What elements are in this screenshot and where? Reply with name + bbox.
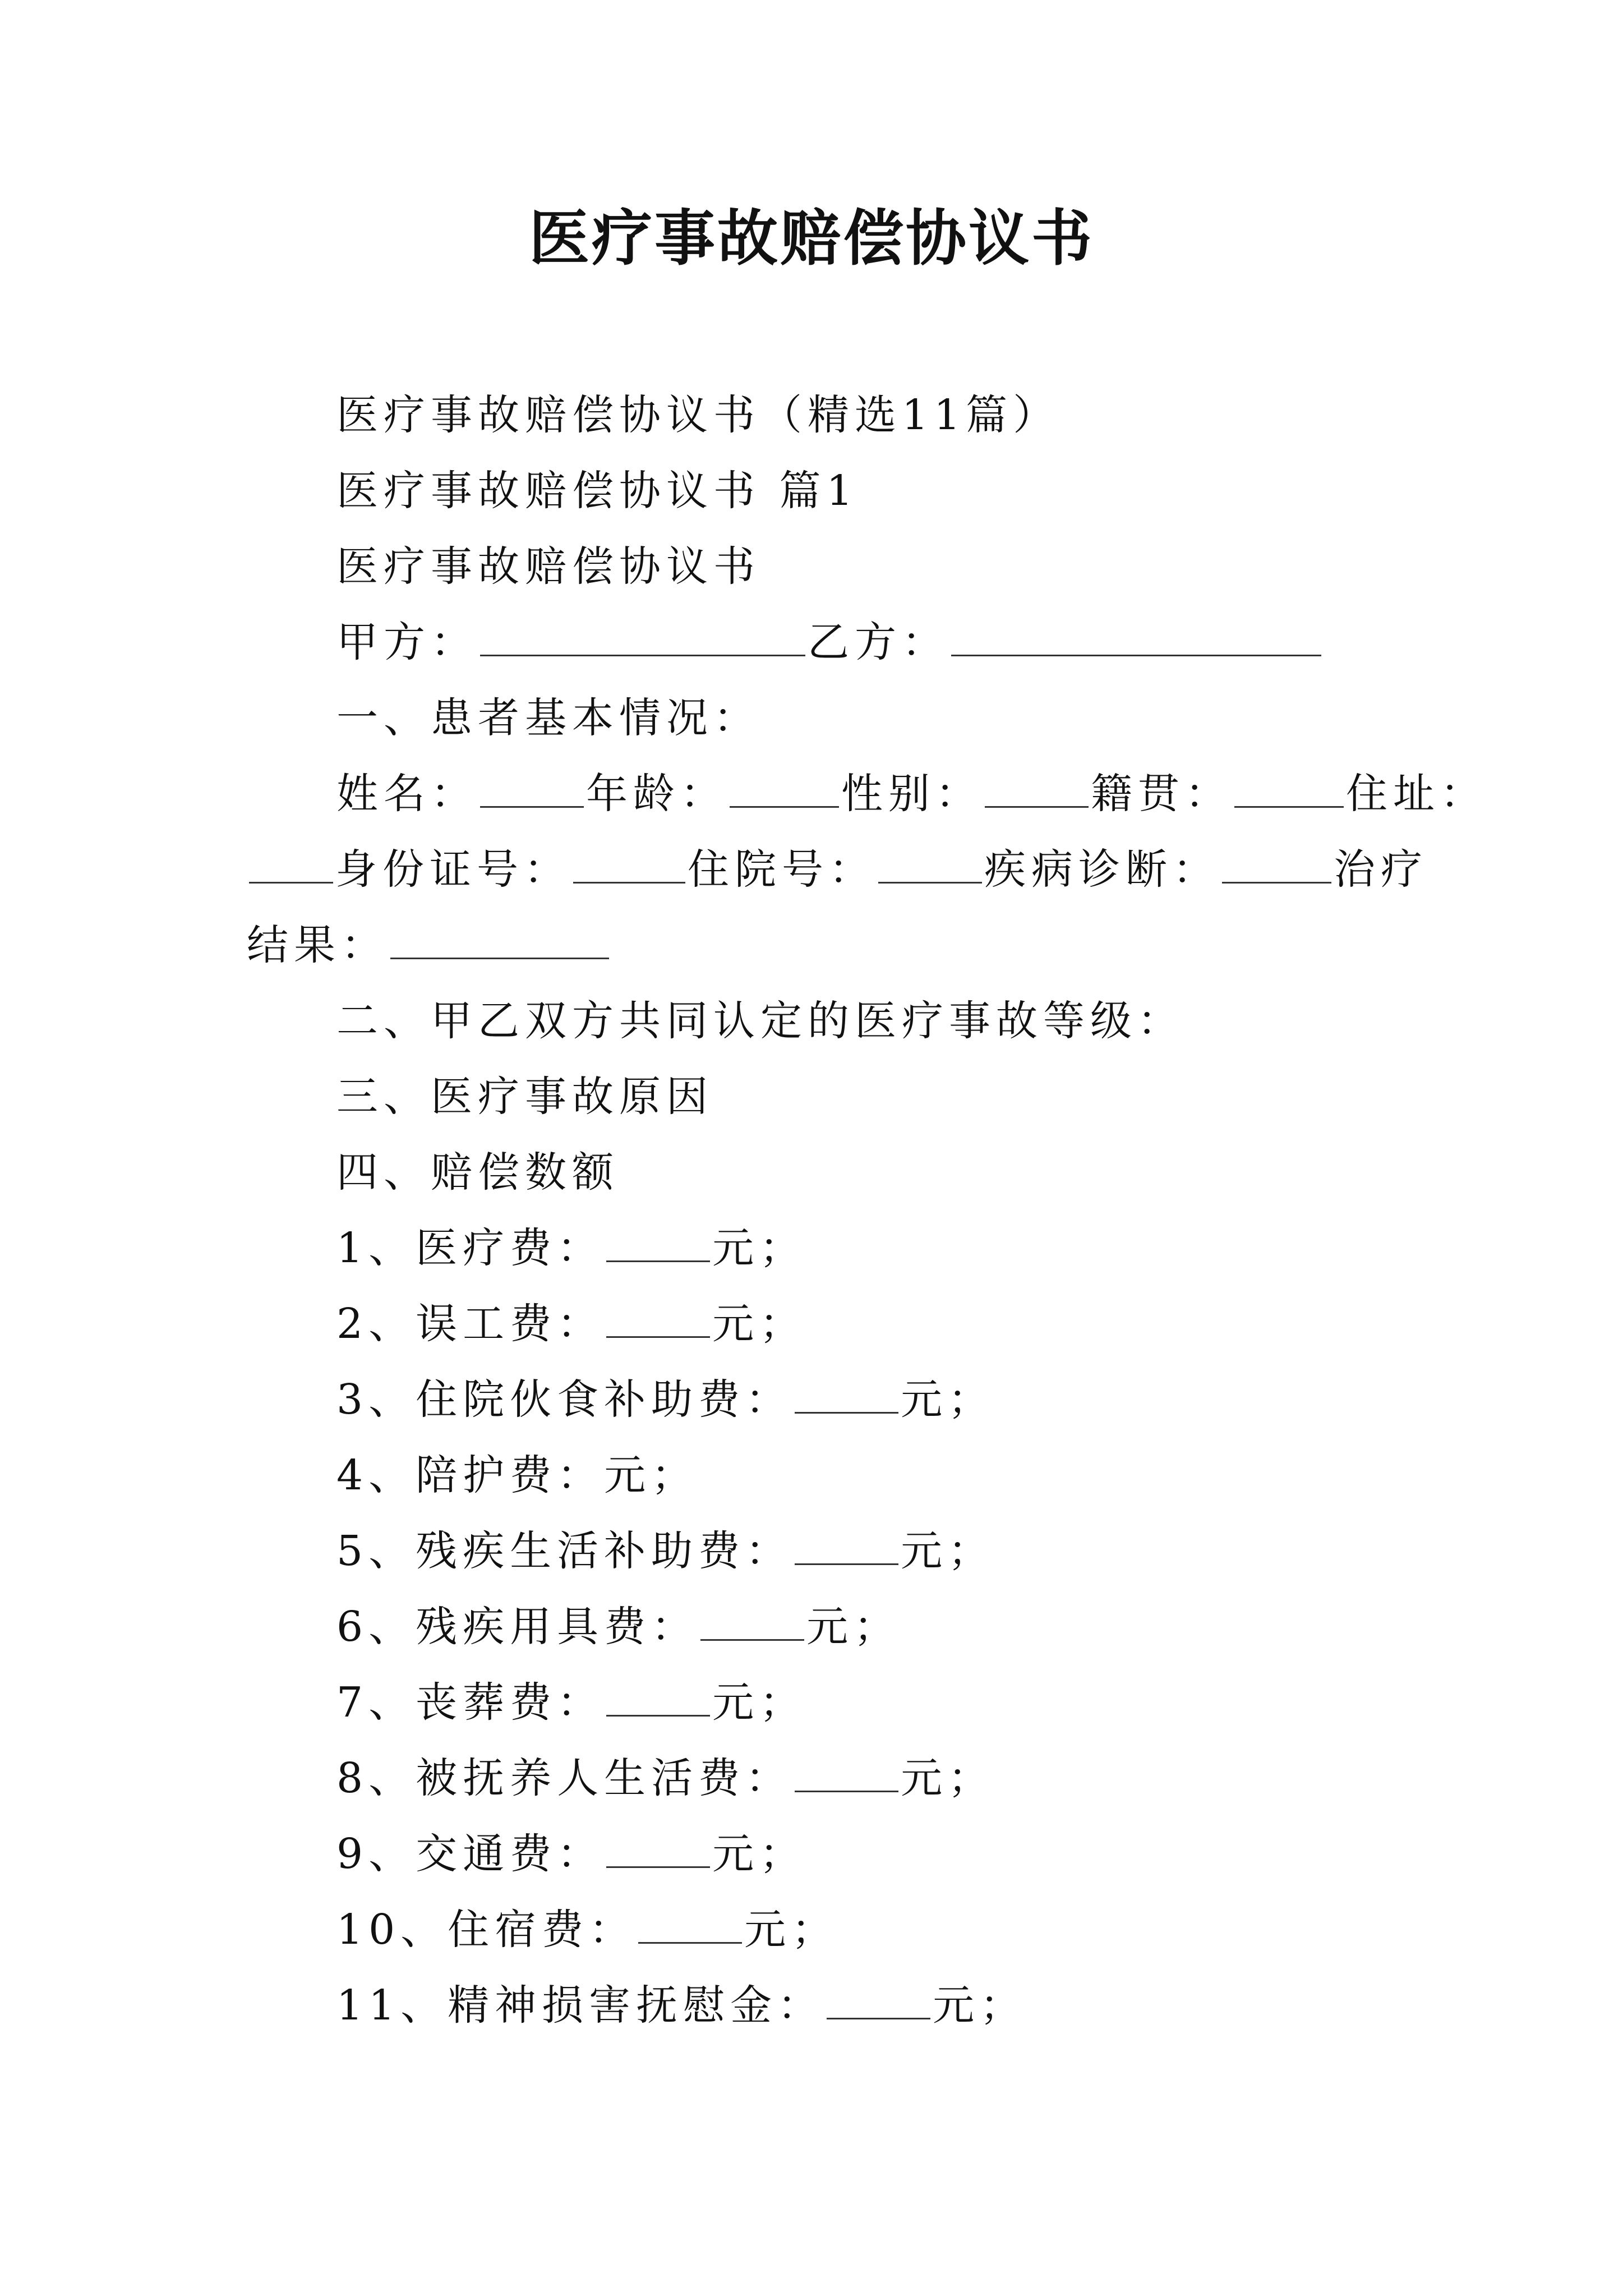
amount-blank	[606, 1832, 710, 1868]
item-label: 11、精神损害抚慰金：	[336, 1981, 825, 2030]
list-item	[336, 1372, 995, 1428]
unit-label: 元；	[712, 1678, 807, 1727]
amount-blank	[827, 1983, 930, 2019]
unit-label: 元；	[712, 1224, 807, 1272]
age-label: 年龄：	[586, 770, 727, 818]
item-label: 4、陪护费：	[336, 1451, 605, 1499]
diagnosis-blank	[1222, 847, 1331, 884]
result-label: 结果：	[247, 921, 388, 969]
section-heading: 医疗事故赔偿协议书 篇1	[336, 467, 859, 515]
list-item	[336, 1447, 698, 1503]
item-label: 10、住宿费：	[336, 1906, 637, 1954]
list-item	[336, 1826, 806, 1882]
item-label: 1、医疗费：	[336, 1224, 605, 1272]
patient-info-line-1	[336, 766, 1487, 822]
section-2: 二、甲乙双方共同认定的医疗事故等级：	[336, 997, 1184, 1045]
admission-number-blank	[878, 847, 982, 884]
gender-label: 性别：	[841, 770, 983, 818]
doc-title: 医疗事故赔偿协议书	[336, 542, 760, 591]
list-item	[336, 1674, 806, 1731]
list-item	[336, 1523, 995, 1579]
patient-info-line-2	[247, 841, 1428, 898]
party-b-label: 乙方：	[808, 618, 949, 666]
diagnosis-label: 疾病诊断：	[984, 845, 1220, 894]
amount-blank	[606, 1301, 710, 1338]
amount-blank	[795, 1377, 898, 1414]
admission-number-label: 住院号：	[688, 845, 876, 894]
section-3: 三、医疗事故原因	[336, 1073, 713, 1121]
parties-line	[336, 614, 1324, 670]
id-number-label: 身份证号：	[335, 845, 571, 894]
result-blank	[390, 923, 609, 959]
item-label: 2、误工费：	[336, 1300, 605, 1348]
amount-blank	[606, 1226, 710, 1262]
address-blank	[249, 847, 333, 884]
item-label: 3、住院伙食补助费：	[336, 1375, 793, 1424]
item-label: 9、交通费：	[336, 1830, 605, 1878]
unit-label: 元；	[901, 1754, 995, 1802]
name-label: 姓名：	[336, 770, 478, 818]
amount-blank	[638, 1907, 742, 1944]
unit-label: 元；	[712, 1300, 807, 1348]
native-place-label: 籍贯：	[1091, 770, 1232, 818]
unit-label: 元；	[604, 1451, 699, 1499]
unit-label: 元；	[712, 1830, 807, 1878]
id-number-blank	[573, 847, 685, 884]
item-label: 6、残疾用具费：	[336, 1603, 699, 1651]
patient-info-line-3	[247, 917, 611, 973]
party-a-blank	[480, 620, 805, 656]
gender-blank	[985, 771, 1089, 808]
list-item	[336, 1599, 901, 1655]
list-item	[336, 1902, 838, 1958]
address-label: 住址：	[1346, 770, 1487, 818]
page-title: 医疗事故赔偿协议书	[528, 203, 1094, 274]
party-a-label: 甲方：	[336, 618, 478, 666]
unit-label: 元；	[744, 1906, 839, 1954]
native-place-blank	[1234, 771, 1344, 808]
party-b-blank	[951, 620, 1321, 656]
unit-label: 元；	[901, 1375, 995, 1424]
list-item	[336, 1296, 806, 1352]
age-blank	[730, 771, 839, 808]
list-item	[336, 1220, 806, 1276]
unit-label: 元；	[933, 1981, 1027, 2030]
item-label: 5、残疾生活补助费：	[336, 1527, 793, 1575]
subtitle: 医疗事故赔偿协议书（精选11篇）	[336, 391, 1061, 439]
list-item	[336, 1977, 1027, 2033]
amount-blank	[795, 1756, 898, 1792]
treatment-label: 治疗	[1334, 845, 1428, 894]
unit-label: 元；	[901, 1527, 995, 1575]
unit-label: 元；	[806, 1603, 901, 1651]
item-label: 7、丧葬费：	[336, 1678, 605, 1727]
patient-heading: 一、患者基本情况：	[336, 694, 760, 742]
amount-blank	[700, 1604, 804, 1641]
section-4: 四、赔偿数额	[336, 1148, 619, 1197]
list-item	[336, 1750, 995, 1806]
item-label: 8、被抚养人生活费：	[336, 1754, 793, 1802]
amount-blank	[795, 1529, 898, 1565]
amount-blank	[606, 1680, 710, 1717]
name-blank	[480, 771, 584, 808]
